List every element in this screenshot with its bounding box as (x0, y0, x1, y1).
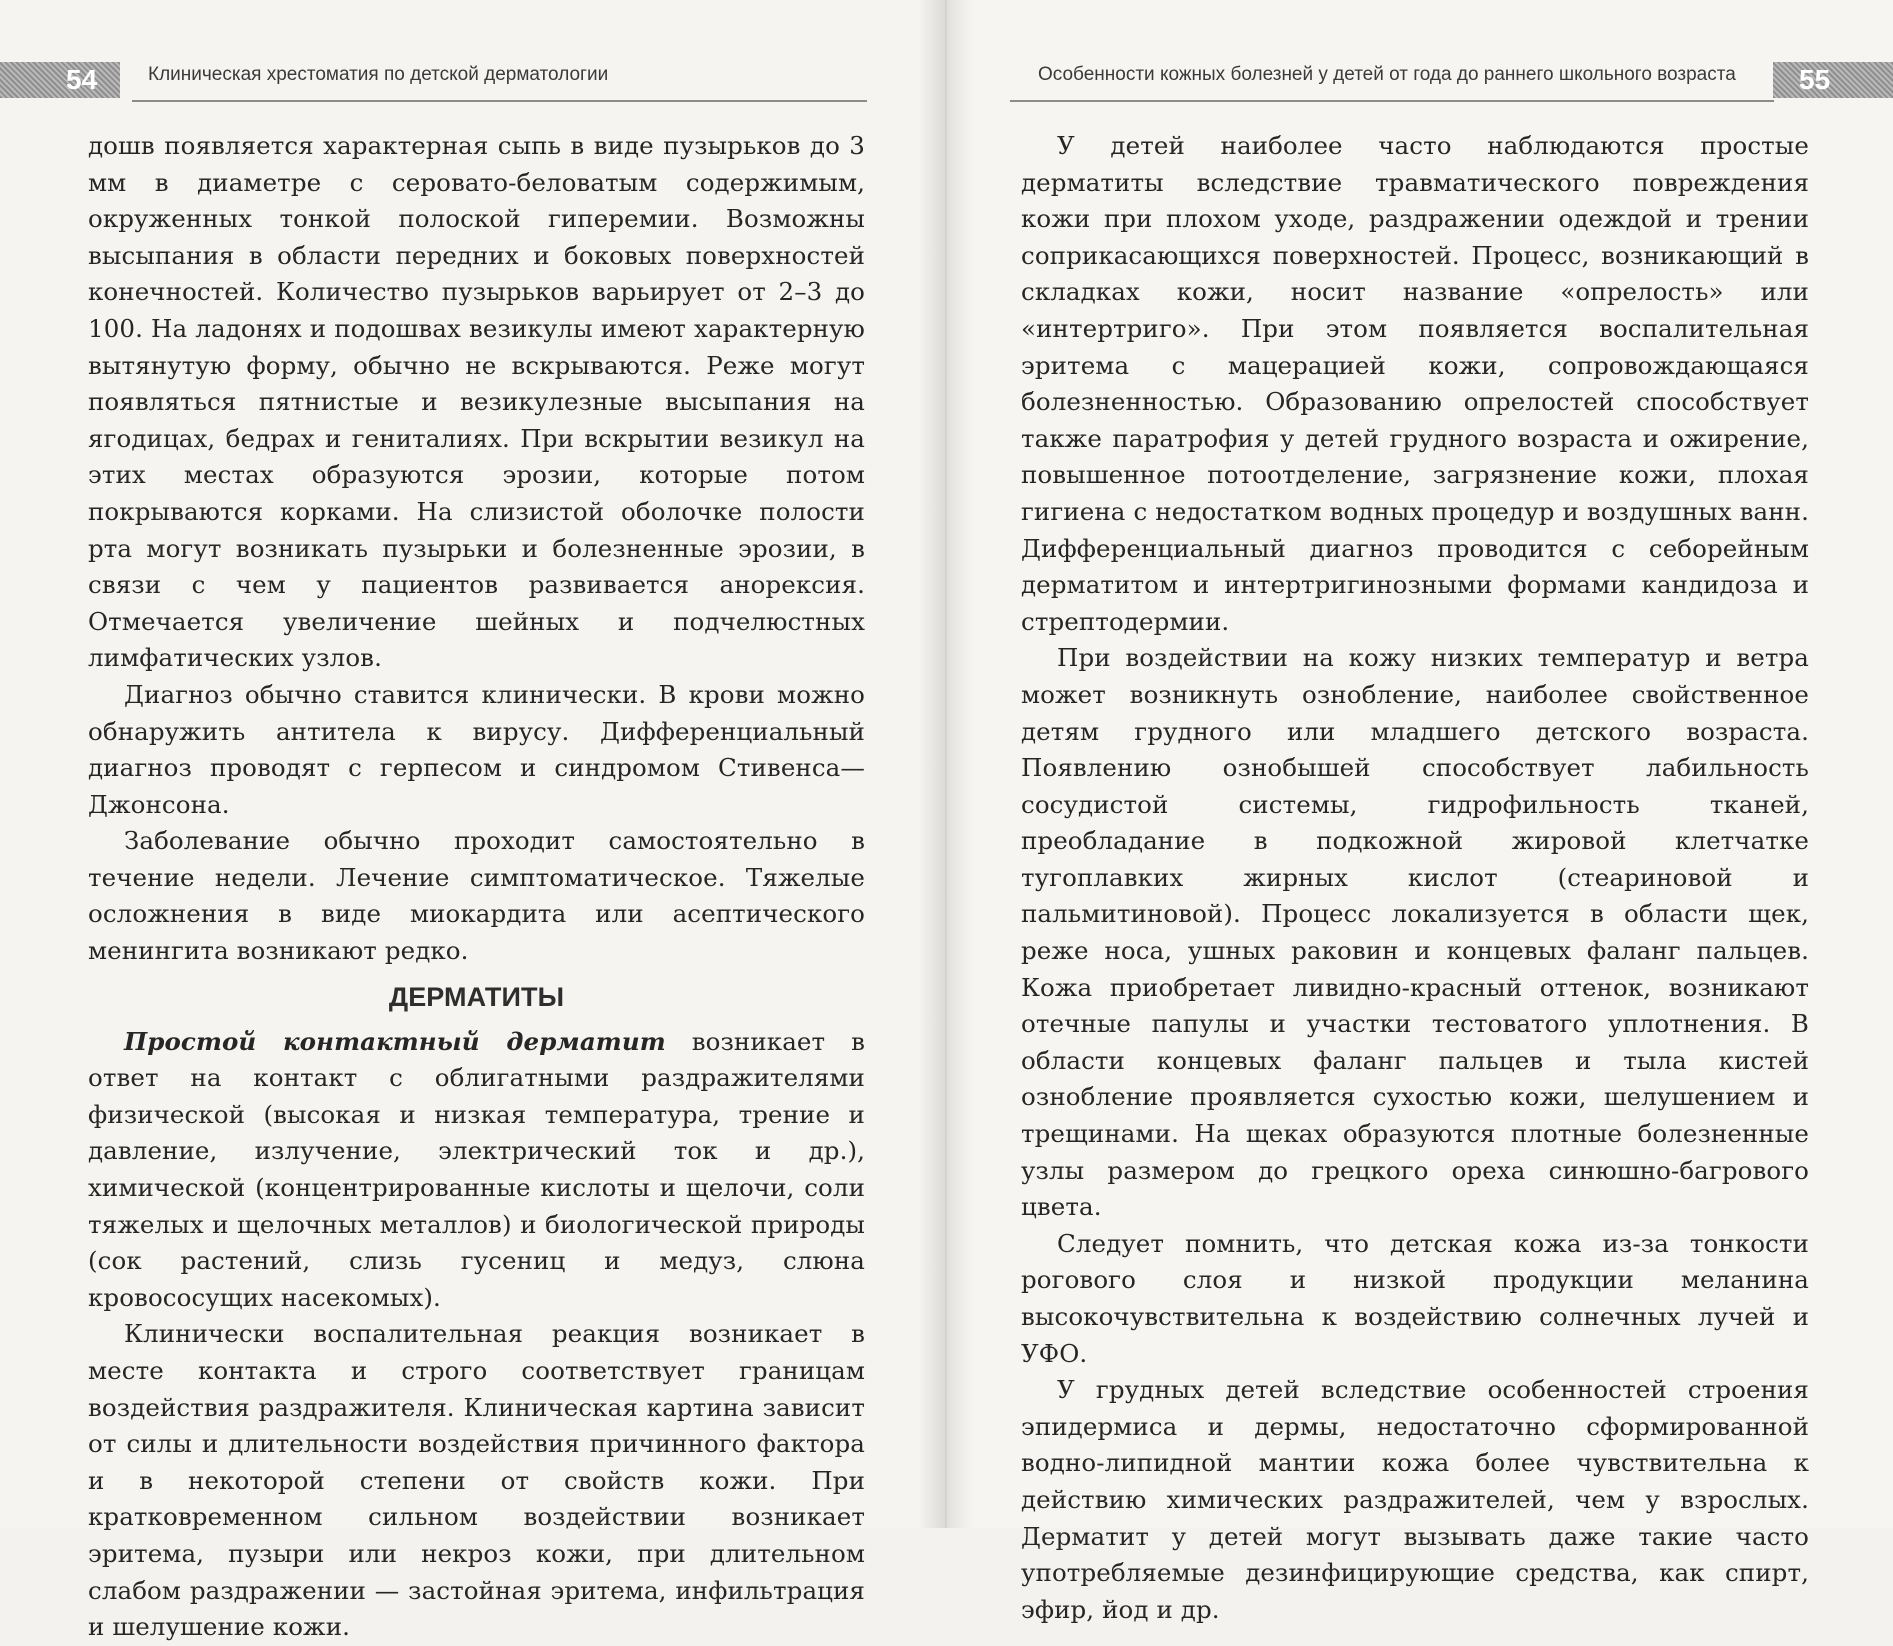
running-title: Особенности кожных болезней у детей от года до раннего школьного возраста (1038, 64, 1736, 85)
right-page-body (1021, 128, 1809, 1628)
paragraph: Следует помнить, что детская кожа из-за тонкости рогового слоя и низкой продукции меланина высокочувствительна к воздействию солнечных лучей и УФО. (1021, 1228, 1809, 1368)
right-page (946, 0, 1893, 1624)
right-page-header (1010, 58, 1893, 104)
paragraph: Заболевание обычно проходит самостоятельно в течение недели. Лечение симптоматическое. Тяжелые осложнения в виде миокардита или асептического менингита возникают редко. (88, 826, 865, 966)
header-rule (1010, 100, 1774, 102)
paragraph: У грудных детей вследствие особенностей строения эпидермиса и дермы, недостаточно сформированной водно-липидной мантии кожа более чувствительна к действию химических раздражителей, чем у взрослых. Дерматит у детей могут вызывать даже такие часто употребляемые дезинфицирующие средства, как спирт, эфир, йод и др. (1021, 1375, 1809, 1624)
paragraph-text: возникает в ответ на контакт с облигатными раздражителями физической (высокая и низкая температура, трение и давление, излучение, электрический ток и др.), химической (концентрированные кислоты и щелочи, соли тяжелых и щелочных металлов) и биологической природы (сок растений, слизь гусениц и медуз, слюна кровососущих насекомых). (88, 1026, 865, 1312)
running-title: Клиническая хрестоматия по детской дерматологии (148, 64, 609, 85)
paragraph: Диагноз обычно ставится клинически. В крови можно обнаружить антитела к вирусу. Дифференциальный диагноз проводят с герпесом и синдромом Стивенса—Джонсона. (88, 679, 865, 819)
paragraph: У детей наиболее часто наблюдаются простые дерматиты вследствие травматического повреждения кожи при плохом уходе, раздражении одеждой и трении соприкасающихся поверхностей. Процесс, возникающий в складках кожи, носит название «опрелость» или «интертриго». При этом появляется воспалительная эритема с мацерацией кожи, сопровождающаяся болезненностью. Образованию опрелостей способствует также паратрофия у детей грудного возраста и ожирение, повышенное потоотделение, загрязнение кожи, плохая гигиена с недостатком водных процедур и воздушных ванн. Дифференциальный диагноз проводится с себорейным дерматитом и интертригинозными формами кандидоза и стрептодермии. (1021, 131, 1809, 636)
paragraph: Клинически воспалительная реакция возникает в месте контакта и строго соответствует границам воздействия раздражителя. Клиническая картина зависит от силы и длительности воздействия причинного фактора и в некоторой степени от свойств кожи. При кратковременном сильном воздействии возникает эритема, пузыри или некроз кожи, при длительном слабом раздражении — застойная эритема, инфильтрация и шелушение кожи. (88, 1319, 865, 1642)
paragraph: дошв появляется характерная сыпь в виде пузырьков до 3 мм в диаметре с серовато-беловатым содержимым, окруженных тонкой полоской гиперемии. Возможны высыпания в области передних и боковых поверхностей конечностей. Количество пузырьков варьирует от 2–3 до 100. На ладонях и подошвах везикулы имеют характерную вытянутую форму, обычно не вскрываются. Реже могут появляться пятнистые и везикулезные высыпания на ягодицах, бедрах и гениталиях. При вскрытии везикул на этих местах образуются эрозии, которые потом покрываются корками. На слизистой оболочке полости рта могут возникать пузырьки и болезненные эрозии, в связи с чем у пациентов развивается анорексия. Отмечается увеличение шейных и подчелюстных лимфатических узлов. (88, 131, 865, 673)
left-page-body (88, 128, 865, 1646)
page-number-badge: 55 (1773, 62, 1893, 98)
section-heading: ДЕРМАТИТЫ (388, 981, 565, 1012)
book-gutter-shadow (918, 0, 974, 1528)
left-page-header (0, 58, 870, 104)
header-rule (132, 100, 867, 102)
page-number-badge: 54 (0, 62, 120, 98)
paragraph (88, 1024, 865, 1317)
paragraph: При воздействии на кожу низких температур и ветра может возникнуть ознобление, наиболее свойственное детям грудного или младшего детского возраста. Появлению ознобышей способствует лабильность сосудистой системы, гидрофильность тканей, преобладание в подкожной жировой клетчатке тугоплавких жирных кислот (стеариновой и пальмитиновой). Процесс локализуется в области щек, реже носа, ушных раковин и концевых фаланг пальцев. Кожа приобретает ливидно-красный оттенок, возникают отечные папулы и участки тестоватого уплотнения. В области концевых фаланг пальцев и тыла кистей ознобление проявляется сухостью кожи, шелушением и трещинами. На щеках образуются плотные болезненные узлы размером до грецкого ореха синюшно-багрового цвета. (1021, 643, 1809, 1222)
left-page (0, 0, 946, 1642)
defined-term: Простой контактный дерматит (124, 1026, 666, 1056)
